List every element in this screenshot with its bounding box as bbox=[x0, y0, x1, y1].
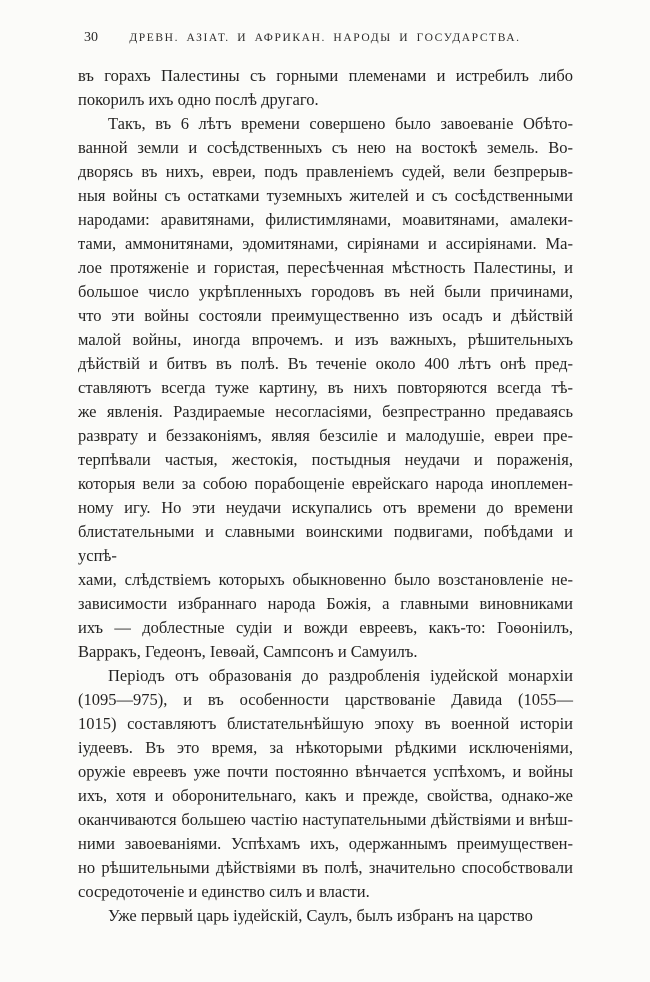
text-line: разврату и беззаконіямъ, являя безсиліе и малодушіе, евреи пре- bbox=[78, 426, 573, 445]
page-number: 30 bbox=[84, 30, 98, 45]
text-line: что эти войны состояли преимущественно изъ осадъ и дѣйствій bbox=[78, 306, 573, 325]
text-line: ними завоеваніями. Успѣхамъ ихъ, одержаннымъ преимуществен- bbox=[78, 834, 573, 853]
text-line: Уже первый царь іудейскій, Саулъ, былъ избранъ на царство bbox=[108, 906, 533, 925]
text-line: тами, аммонитянами, эдомитянами, сиріянами и ассиріянами. Ма- bbox=[78, 234, 573, 253]
text-line: которыя вели за собою порабощеніе еврейскаго народа иноплемен- bbox=[78, 474, 573, 493]
text-line: ному игу. Но эти неудачи искупались отъ времени до времени bbox=[78, 498, 573, 517]
text-line: ставляютъ всегда туже картину, въ нихъ повторяются всегда тѣ- bbox=[78, 378, 573, 397]
paragraph bbox=[78, 112, 573, 664]
paragraph bbox=[78, 64, 573, 112]
text-line: же явленія. Раздираемые несогласіями, безпрестранно предаваясь bbox=[78, 402, 573, 421]
text-line: іудеевъ. Въ это время, за нѣкоторыми рѣдкими исключеніями, bbox=[78, 738, 573, 757]
text-line: покорилъ ихъ одно послѣ другаго. bbox=[78, 90, 319, 109]
text-line: народами: аравитянами, филистимлянами, моавитянами, амалеки- bbox=[78, 210, 573, 229]
paragraph bbox=[78, 664, 573, 904]
text-line: малой войны, иногда впрочемъ. и изъ важныхъ, рѣшительныхъ bbox=[78, 330, 573, 349]
text-line: зависимости избраннаго народа Божія, а главными виновниками bbox=[78, 594, 573, 613]
text-line: оружіе евреевъ уже почти постоянно вѣнчается успѣхомъ, и войны bbox=[78, 762, 573, 781]
text-line: большое число укрѣпленныхъ городовъ въ ней были причинами, bbox=[78, 282, 573, 301]
page-header bbox=[0, 30, 650, 50]
running-header: ДРЕВН. АЗІАТ. И АФРИКАН. НАРОДЫ И ГОСУДАРСТВА. bbox=[129, 32, 521, 44]
paragraph bbox=[78, 904, 573, 928]
text-line: Періодъ отъ образованія до раздробленія іудейской монархіи bbox=[108, 666, 573, 685]
text-line: дворясь въ нихъ, евреи, подъ правленіемъ судей, вели безпрерыв- bbox=[78, 162, 573, 181]
text-line: сосредоточеніе и единство силъ и власти. bbox=[78, 882, 370, 901]
text-line: ванной земли и сосѣдственныхъ съ нею на востокѣ земель. Во- bbox=[78, 138, 573, 157]
text-line: дѣйствій и битвъ въ полѣ. Въ теченіе около 400 лѣтъ онѣ пред- bbox=[78, 354, 573, 373]
text-line: лое протяженіе и гористая, пересѣченная мѣстность Палестины, и bbox=[78, 258, 573, 277]
text-line: (1095—975), и въ особенности царствованіе Давида (1055— bbox=[78, 690, 573, 709]
text-line: ихъ, хотя и оборонительнаго, какъ и прежде, свойства, однако-же bbox=[78, 786, 573, 805]
text-line: Варракъ, Гедеонъ, Іевѳай, Сампсонъ и Самуилъ. bbox=[78, 642, 418, 661]
text-line: блистательными и славными воинскими подвигами, побѣдами и успѣ- bbox=[78, 522, 573, 565]
text-line: въ горахъ Палестины съ горными племенами и истребилъ либо bbox=[78, 66, 573, 85]
text-block bbox=[78, 64, 573, 928]
text-line: ныя войны съ остатками туземныхъ жителей и съ сосѣдственными bbox=[78, 186, 573, 205]
text-line: оканчиваются большею частію наступательными дѣйствіями и внѣш- bbox=[78, 810, 573, 829]
text-line: 1015) составляютъ блистательнѣйшую эпоху въ военной исторіи bbox=[78, 714, 573, 733]
text-line: терпѣвали частыя, жестокія, постыдныя неудачи и пораженія, bbox=[78, 450, 573, 469]
text-line: но рѣшительными дѣйствіями въ полѣ, значительно способствовали bbox=[78, 858, 573, 877]
text-line: хами, слѣдствіемъ которыхъ обыкновенно было возстановленіе не- bbox=[78, 570, 573, 589]
text-line: ихъ — доблестные судіи и вожди евреевъ, какъ-то: Гоѳоніилъ, bbox=[78, 618, 573, 637]
text-line: Такъ, въ 6 лѣтъ времени совершено было завоеваніе Обѣто- bbox=[108, 114, 573, 133]
